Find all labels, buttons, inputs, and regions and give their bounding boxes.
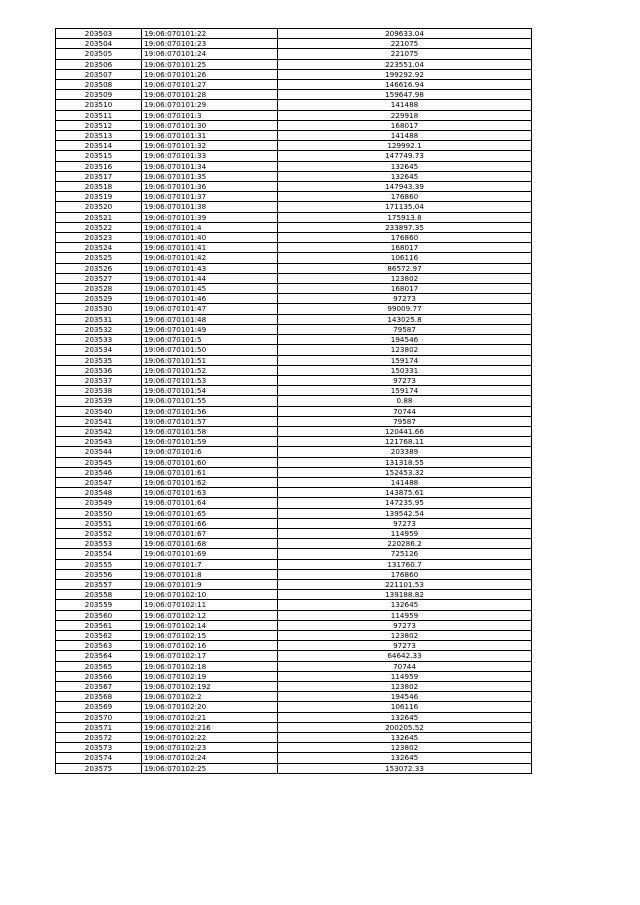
cadastral-number-cell: 19:06:070101:63 — [142, 488, 278, 498]
row-number-cell: 203515 — [56, 151, 142, 161]
table-row — [56, 753, 532, 763]
row-number-cell: 203520 — [56, 202, 142, 212]
row-number-cell: 203514 — [56, 141, 142, 151]
value-cell: 120441.66 — [278, 426, 532, 436]
value-cell: 168017 — [278, 284, 532, 294]
value-cell: 70744 — [278, 406, 532, 416]
table-row — [56, 498, 532, 508]
row-number-cell: 203517 — [56, 171, 142, 181]
row-number-cell: 203551 — [56, 518, 142, 528]
table-row — [56, 29, 532, 39]
cadastral-number-cell: 19:06:070101:65 — [142, 508, 278, 518]
table-row — [56, 712, 532, 722]
cadastral-number-cell: 19:06:070102:16 — [142, 641, 278, 651]
table-row — [56, 457, 532, 467]
cadastral-number-cell: 19:06:070101:33 — [142, 151, 278, 161]
value-cell: 221101.53 — [278, 579, 532, 589]
value-cell: 123802 — [278, 345, 532, 355]
value-cell: 123802 — [278, 743, 532, 753]
row-number-cell: 203552 — [56, 528, 142, 538]
row-number-cell: 203513 — [56, 131, 142, 141]
cadastral-number-cell: 19:06:070101:4 — [142, 222, 278, 232]
cadastral-number-cell: 19:06:070101:66 — [142, 518, 278, 528]
table-row — [56, 243, 532, 253]
cadastral-number-cell: 19:06:070102:2 — [142, 692, 278, 702]
row-number-cell: 203525 — [56, 253, 142, 263]
value-cell: 97273 — [278, 620, 532, 630]
row-number-cell: 203521 — [56, 212, 142, 222]
table-row — [56, 110, 532, 120]
value-cell: 223551.04 — [278, 59, 532, 69]
row-number-cell: 203542 — [56, 426, 142, 436]
row-number-cell: 203522 — [56, 222, 142, 232]
value-cell: 132645 — [278, 733, 532, 743]
value-cell: 99009.77 — [278, 304, 532, 314]
cadastral-number-cell: 19:06:070101:55 — [142, 396, 278, 406]
cadastral-number-cell: 19:06:070101:64 — [142, 498, 278, 508]
cadastral-value-table — [55, 28, 532, 774]
row-number-cell: 203533 — [56, 335, 142, 345]
cadastral-number-cell: 19:06:070101:67 — [142, 528, 278, 538]
cadastral-number-cell: 19:06:070101:69 — [142, 549, 278, 559]
row-number-cell: 203545 — [56, 457, 142, 467]
value-cell: 64642.33 — [278, 651, 532, 661]
row-number-cell: 203565 — [56, 661, 142, 671]
cadastral-number-cell: 19:06:070102:21 — [142, 712, 278, 722]
value-cell: 725126 — [278, 549, 532, 559]
row-number-cell: 203537 — [56, 375, 142, 385]
table-row — [56, 284, 532, 294]
value-cell: 131760.7 — [278, 559, 532, 569]
table-row — [56, 671, 532, 681]
cadastral-number-cell: 19:06:070101:47 — [142, 304, 278, 314]
value-cell: 176860 — [278, 192, 532, 202]
value-cell: 123802 — [278, 273, 532, 283]
table-row — [56, 59, 532, 69]
row-number-cell: 203546 — [56, 467, 142, 477]
row-number-cell: 203512 — [56, 120, 142, 130]
cadastral-number-cell: 19:06:070102:17 — [142, 651, 278, 661]
value-cell: 168017 — [278, 243, 532, 253]
cadastral-number-cell: 19:06:070102:24 — [142, 753, 278, 763]
table-row — [56, 90, 532, 100]
row-number-cell: 203527 — [56, 273, 142, 283]
row-number-cell: 203507 — [56, 69, 142, 79]
row-number-cell: 203540 — [56, 406, 142, 416]
cadastral-number-cell: 19:06:070101:8 — [142, 569, 278, 579]
value-cell: 143025.8 — [278, 314, 532, 324]
row-number-cell: 203506 — [56, 59, 142, 69]
cadastral-number-cell: 19:06:070102:22 — [142, 733, 278, 743]
value-cell: 79587 — [278, 324, 532, 334]
row-number-cell: 203572 — [56, 733, 142, 743]
cadastral-number-cell: 19:06:070101:39 — [142, 212, 278, 222]
row-number-cell: 203564 — [56, 651, 142, 661]
value-cell: 147235.95 — [278, 498, 532, 508]
value-cell: 86572.97 — [278, 263, 532, 273]
cadastral-number-cell: 19:06:070101:43 — [142, 263, 278, 273]
row-number-cell: 203531 — [56, 314, 142, 324]
row-number-cell: 203547 — [56, 477, 142, 487]
table-row — [56, 508, 532, 518]
cadastral-number-cell: 19:06:070101:62 — [142, 477, 278, 487]
row-number-cell: 203559 — [56, 600, 142, 610]
row-number-cell: 203561 — [56, 620, 142, 630]
table-row — [56, 416, 532, 426]
cadastral-number-cell: 19:06:070101:30 — [142, 120, 278, 130]
table-row — [56, 192, 532, 202]
table-row — [56, 630, 532, 640]
table-row — [56, 151, 532, 161]
table-row — [56, 447, 532, 457]
cadastral-number-cell: 19:06:070101:29 — [142, 100, 278, 110]
cadastral-number-cell: 19:06:070102:12 — [142, 610, 278, 620]
table-row — [56, 692, 532, 702]
value-cell: 114959 — [278, 610, 532, 620]
table-row — [56, 702, 532, 712]
cadastral-number-cell: 19:06:070101:9 — [142, 579, 278, 589]
row-number-cell: 203567 — [56, 682, 142, 692]
value-cell: 159647.98 — [278, 90, 532, 100]
cadastral-number-cell: 19:06:070101:34 — [142, 161, 278, 171]
value-cell: 141488 — [278, 477, 532, 487]
cadastral-number-cell: 19:06:070101:58 — [142, 426, 278, 436]
value-cell: 121768.11 — [278, 437, 532, 447]
table-row — [56, 131, 532, 141]
value-cell: 152453.32 — [278, 467, 532, 477]
row-number-cell: 203548 — [56, 488, 142, 498]
value-cell: 97273 — [278, 294, 532, 304]
cadastral-number-cell: 19:06:070101:32 — [142, 141, 278, 151]
cadastral-number-cell: 19:06:070101:53 — [142, 375, 278, 385]
row-number-cell: 203575 — [56, 763, 142, 773]
value-cell: 132645 — [278, 712, 532, 722]
row-number-cell: 203511 — [56, 110, 142, 120]
row-number-cell: 203526 — [56, 263, 142, 273]
row-number-cell: 203523 — [56, 233, 142, 243]
value-cell: 146616.94 — [278, 80, 532, 90]
value-cell: 129992.1 — [278, 141, 532, 151]
table-row — [56, 763, 532, 773]
cadastral-number-cell: 19:06:070101:59 — [142, 437, 278, 447]
cadastral-number-cell: 19:06:070101:22 — [142, 29, 278, 39]
value-cell: 229918 — [278, 110, 532, 120]
table-row — [56, 212, 532, 222]
table-row — [56, 406, 532, 416]
table-row — [56, 386, 532, 396]
value-cell: 114959 — [278, 528, 532, 538]
cadastral-number-cell: 19:06:070101:35 — [142, 171, 278, 181]
table-row — [56, 253, 532, 263]
table-row — [56, 355, 532, 365]
cadastral-number-cell: 19:06:070101:26 — [142, 69, 278, 79]
cadastral-number-cell: 19:06:070101:6 — [142, 447, 278, 457]
cadastral-number-cell: 19:06:070101:36 — [142, 182, 278, 192]
table-row — [56, 80, 532, 90]
row-number-cell: 203563 — [56, 641, 142, 651]
table-row — [56, 171, 532, 181]
cadastral-number-cell: 19:06:070101:51 — [142, 355, 278, 365]
cadastral-number-cell: 19:06:070102:216 — [142, 722, 278, 732]
table-row — [56, 743, 532, 753]
value-cell: 150331 — [278, 365, 532, 375]
table-row — [56, 682, 532, 692]
value-cell: 221075 — [278, 49, 532, 59]
value-cell: 175913.8 — [278, 212, 532, 222]
table-row — [56, 579, 532, 589]
row-number-cell: 203518 — [56, 182, 142, 192]
row-number-cell: 203574 — [56, 753, 142, 763]
row-number-cell: 203554 — [56, 549, 142, 559]
row-number-cell: 203508 — [56, 80, 142, 90]
value-cell: 131318.55 — [278, 457, 532, 467]
value-cell: 147749.73 — [278, 151, 532, 161]
value-cell: 132645 — [278, 600, 532, 610]
cadastral-number-cell: 19:06:070102:25 — [142, 763, 278, 773]
table-row — [56, 641, 532, 651]
value-cell: 141488 — [278, 100, 532, 110]
table-row — [56, 539, 532, 549]
cadastral-number-cell: 19:06:070101:46 — [142, 294, 278, 304]
table-row — [56, 549, 532, 559]
table-row — [56, 141, 532, 151]
cadastral-number-cell: 19:06:070102:19 — [142, 671, 278, 681]
row-number-cell: 203535 — [56, 355, 142, 365]
row-number-cell: 203532 — [56, 324, 142, 334]
row-number-cell: 203569 — [56, 702, 142, 712]
table-row — [56, 528, 532, 538]
value-cell: 106116 — [278, 253, 532, 263]
row-number-cell: 203516 — [56, 161, 142, 171]
value-cell: 203389 — [278, 447, 532, 457]
row-number-cell: 203555 — [56, 559, 142, 569]
table-row — [56, 620, 532, 630]
cadastral-number-cell: 19:06:070101:49 — [142, 324, 278, 334]
value-cell: 0.88 — [278, 396, 532, 406]
cadastral-number-cell: 19:06:070101:37 — [142, 192, 278, 202]
row-number-cell: 203556 — [56, 569, 142, 579]
cadastral-number-cell: 19:06:070101:5 — [142, 335, 278, 345]
cadastral-number-cell: 19:06:070102:10 — [142, 590, 278, 600]
value-cell: 194546 — [278, 692, 532, 702]
value-cell: 159174 — [278, 355, 532, 365]
value-cell: 97273 — [278, 375, 532, 385]
table-row — [56, 375, 532, 385]
cadastral-number-cell: 19:06:070101:7 — [142, 559, 278, 569]
table-row — [56, 100, 532, 110]
value-cell: 199292.92 — [278, 69, 532, 79]
value-cell: 123802 — [278, 630, 532, 640]
row-number-cell: 203519 — [56, 192, 142, 202]
cadastral-number-cell: 19:06:070101:40 — [142, 233, 278, 243]
table-row — [56, 467, 532, 477]
table-row — [56, 335, 532, 345]
row-number-cell: 203571 — [56, 722, 142, 732]
value-cell: 176860 — [278, 569, 532, 579]
cadastral-number-cell: 19:06:070101:38 — [142, 202, 278, 212]
table-row — [56, 600, 532, 610]
table-row — [56, 661, 532, 671]
cadastral-number-cell: 19:06:070101:61 — [142, 467, 278, 477]
cadastral-number-cell: 19:06:070101:31 — [142, 131, 278, 141]
row-number-cell: 203536 — [56, 365, 142, 375]
cadastral-number-cell: 19:06:070101:25 — [142, 59, 278, 69]
row-number-cell: 203529 — [56, 294, 142, 304]
value-cell: 147943.39 — [278, 182, 532, 192]
table-row — [56, 396, 532, 406]
cadastral-number-cell: 19:06:070102:23 — [142, 743, 278, 753]
table-row — [56, 202, 532, 212]
row-number-cell: 203541 — [56, 416, 142, 426]
value-cell: 139188.82 — [278, 590, 532, 600]
value-cell: 176860 — [278, 233, 532, 243]
cadastral-number-cell: 19:06:070101:3 — [142, 110, 278, 120]
table-row — [56, 304, 532, 314]
value-cell: 70744 — [278, 661, 532, 671]
table-row — [56, 733, 532, 743]
table-row — [56, 477, 532, 487]
table-row — [56, 69, 532, 79]
row-number-cell: 203534 — [56, 345, 142, 355]
value-cell: 132645 — [278, 753, 532, 763]
cadastral-number-cell: 19:06:070102:20 — [142, 702, 278, 712]
value-cell: 209633.04 — [278, 29, 532, 39]
table-row — [56, 365, 532, 375]
cadastral-number-cell: 19:06:070101:45 — [142, 284, 278, 294]
cadastral-number-cell: 19:06:070101:28 — [142, 90, 278, 100]
row-number-cell: 203509 — [56, 90, 142, 100]
cadastral-number-cell: 19:06:070101:44 — [142, 273, 278, 283]
table-row — [56, 722, 532, 732]
value-cell: 200205.52 — [278, 722, 532, 732]
table-row — [56, 263, 532, 273]
row-number-cell: 203573 — [56, 743, 142, 753]
table-row — [56, 120, 532, 130]
row-number-cell: 203570 — [56, 712, 142, 722]
table-row — [56, 590, 532, 600]
table-row — [56, 324, 532, 334]
table-row — [56, 161, 532, 171]
table-row — [56, 39, 532, 49]
value-cell: 106116 — [278, 702, 532, 712]
table-row — [56, 233, 532, 243]
value-cell: 171135.04 — [278, 202, 532, 212]
value-cell: 233897.35 — [278, 222, 532, 232]
table-row — [56, 222, 532, 232]
value-cell: 220286.2 — [278, 539, 532, 549]
row-number-cell: 203530 — [56, 304, 142, 314]
cadastral-number-cell: 19:06:070101:50 — [142, 345, 278, 355]
cadastral-number-cell: 19:06:070102:11 — [142, 600, 278, 610]
value-cell: 139542.54 — [278, 508, 532, 518]
row-number-cell: 203560 — [56, 610, 142, 620]
cadastral-number-cell: 19:06:070101:48 — [142, 314, 278, 324]
value-cell: 132645 — [278, 161, 532, 171]
row-number-cell: 203510 — [56, 100, 142, 110]
row-number-cell: 203504 — [56, 39, 142, 49]
row-number-cell: 203553 — [56, 539, 142, 549]
cadastral-number-cell: 19:06:070101:56 — [142, 406, 278, 416]
table-row — [56, 294, 532, 304]
cadastral-number-cell: 19:06:070102:14 — [142, 620, 278, 630]
row-number-cell: 203538 — [56, 386, 142, 396]
row-number-cell: 203558 — [56, 590, 142, 600]
value-cell: 221075 — [278, 39, 532, 49]
cadastral-number-cell: 19:06:070101:41 — [142, 243, 278, 253]
table-row — [56, 559, 532, 569]
table-row — [56, 437, 532, 447]
table-row — [56, 569, 532, 579]
value-cell: 141488 — [278, 131, 532, 141]
value-cell: 143875.61 — [278, 488, 532, 498]
cadastral-number-cell: 19:06:070101:24 — [142, 49, 278, 59]
row-number-cell: 203566 — [56, 671, 142, 681]
value-cell: 194546 — [278, 335, 532, 345]
row-number-cell: 203528 — [56, 284, 142, 294]
value-cell: 168017 — [278, 120, 532, 130]
row-number-cell: 203543 — [56, 437, 142, 447]
table-row — [56, 426, 532, 436]
cadastral-number-cell: 19:06:070102:192 — [142, 682, 278, 692]
table-row — [56, 314, 532, 324]
cadastral-number-cell: 19:06:070101:54 — [142, 386, 278, 396]
cadastral-number-cell: 19:06:070101:68 — [142, 539, 278, 549]
table-row — [56, 273, 532, 283]
cadastral-number-cell: 19:06:070101:23 — [142, 39, 278, 49]
table-row — [56, 651, 532, 661]
value-cell: 132645 — [278, 171, 532, 181]
row-number-cell: 203539 — [56, 396, 142, 406]
value-cell: 97273 — [278, 518, 532, 528]
row-number-cell: 203505 — [56, 49, 142, 59]
value-cell: 114959 — [278, 671, 532, 681]
row-number-cell: 203562 — [56, 630, 142, 640]
table-row — [56, 345, 532, 355]
cadastral-number-cell: 19:06:070101:60 — [142, 457, 278, 467]
cadastral-number-cell: 19:06:070101:27 — [142, 80, 278, 90]
cadastral-number-cell: 19:06:070101:57 — [142, 416, 278, 426]
cadastral-number-cell: 19:06:070102:15 — [142, 630, 278, 640]
value-cell: 97273 — [278, 641, 532, 651]
table-row — [56, 610, 532, 620]
value-cell: 159174 — [278, 386, 532, 396]
cadastral-number-cell: 19:06:070102:18 — [142, 661, 278, 671]
row-number-cell: 203568 — [56, 692, 142, 702]
value-cell: 153072.33 — [278, 763, 532, 773]
table-row — [56, 49, 532, 59]
value-cell: 123802 — [278, 682, 532, 692]
table-row — [56, 518, 532, 528]
table-body — [56, 29, 532, 774]
table-row — [56, 182, 532, 192]
row-number-cell: 203550 — [56, 508, 142, 518]
row-number-cell: 203524 — [56, 243, 142, 253]
cadastral-number-cell: 19:06:070101:52 — [142, 365, 278, 375]
row-number-cell: 203544 — [56, 447, 142, 457]
row-number-cell: 203557 — [56, 579, 142, 589]
value-cell: 79587 — [278, 416, 532, 426]
cadastral-number-cell: 19:06:070101:42 — [142, 253, 278, 263]
row-number-cell: 203549 — [56, 498, 142, 508]
row-number-cell: 203503 — [56, 29, 142, 39]
table-row — [56, 488, 532, 498]
